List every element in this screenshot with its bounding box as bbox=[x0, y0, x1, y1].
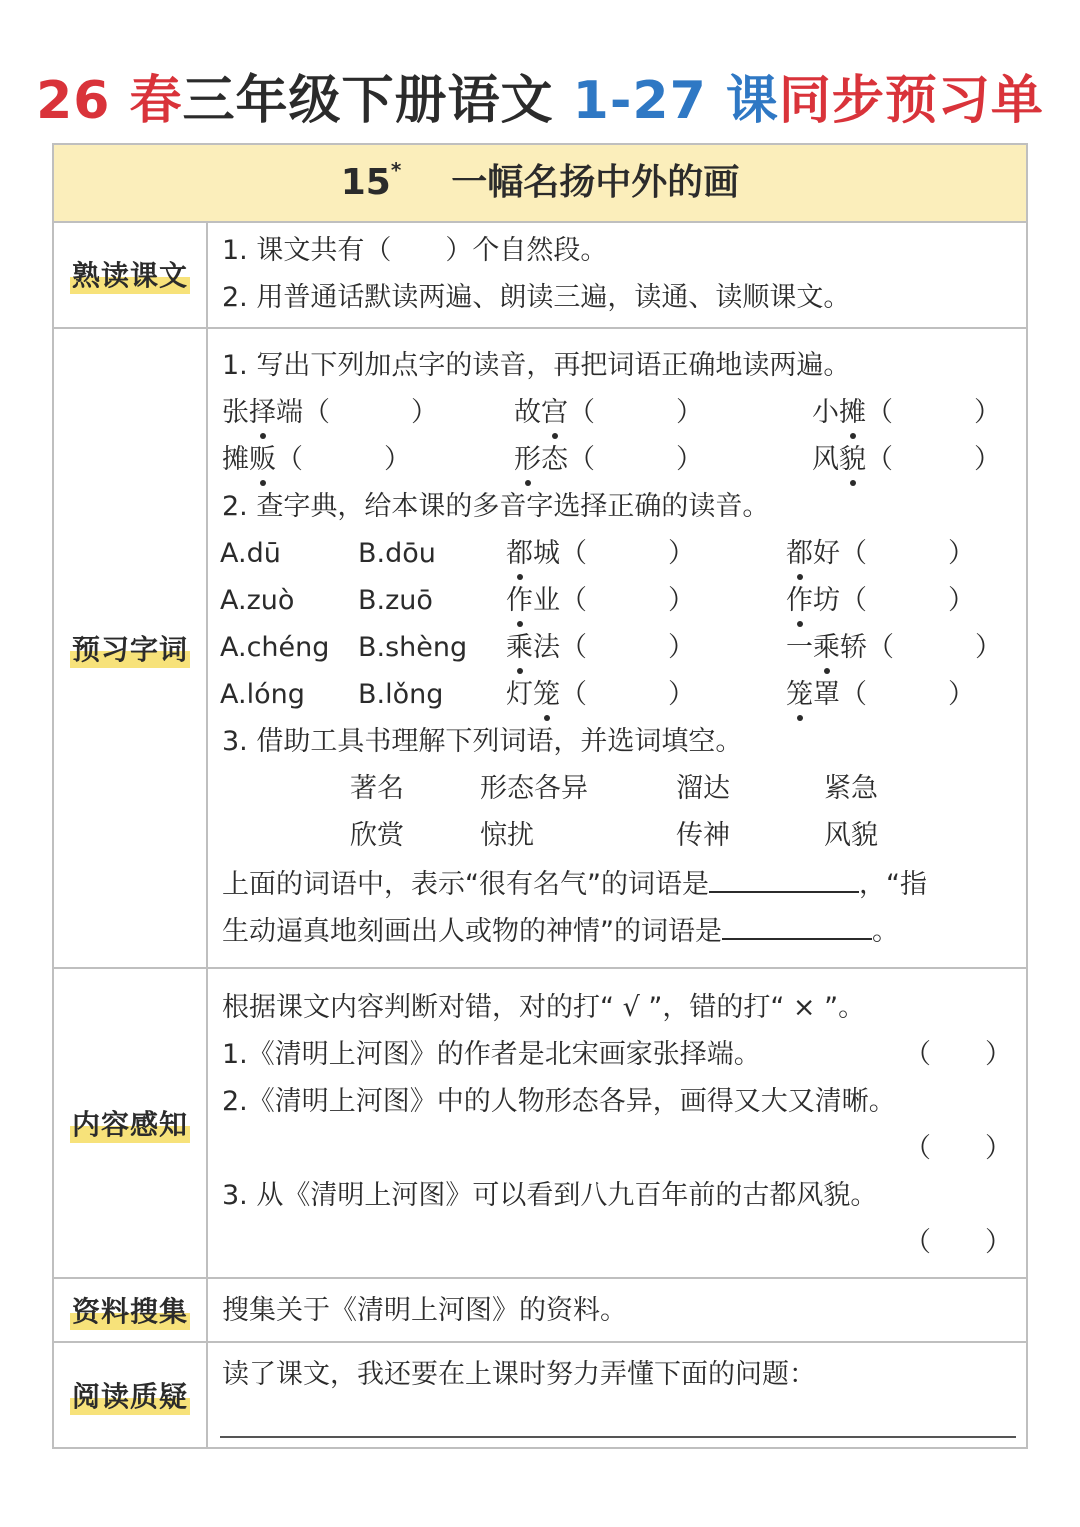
pinyin-item: 形态（ ） bbox=[514, 440, 703, 480]
judge-item-1: 1.《清明上河图》的作者是北宋画家张择端。 bbox=[222, 1039, 761, 1070]
pinyin-item: 摊贩（ ） bbox=[222, 440, 411, 480]
fill-blank[interactable] bbox=[722, 910, 872, 940]
option-b: B.shèng bbox=[358, 632, 468, 663]
lesson-name: 一幅名扬中外的画 bbox=[451, 162, 740, 203]
judge-answer-box[interactable]: （ ） bbox=[904, 1039, 1012, 1070]
poly-word: 都城（ ） bbox=[506, 534, 695, 574]
option-a: A.chéng bbox=[220, 632, 330, 663]
poly-word: 乘法（ ） bbox=[506, 628, 695, 668]
reading-line-2: 2. 用普通话默读两遍、朗读三遍，读通、读顺课文。 bbox=[222, 282, 851, 313]
words-question-1: 1. 写出下列加点字的读音，再把词语正确地读两遍。 bbox=[222, 350, 851, 381]
vocab-word: 紧急 bbox=[824, 773, 878, 804]
reading-line-1: 1. 课文共有（ ）个自然段。 bbox=[222, 235, 608, 266]
judge-intro: 根据课文内容判断对错，对的打“ √ ”，错的打“ × ”。 bbox=[222, 992, 866, 1023]
lesson-header bbox=[54, 145, 1026, 223]
pinyin-item: 小摊（ ） bbox=[812, 393, 1001, 433]
section-label: 资料搜集 bbox=[70, 1290, 190, 1330]
vocab-word: 欣赏 bbox=[350, 820, 404, 851]
poly-word: 一乘轿（ ） bbox=[786, 628, 1002, 668]
lesson-number: 15 bbox=[340, 162, 391, 203]
words-question-3: 3. 借助工具书理解下列词语，并选词填空。 bbox=[222, 726, 743, 757]
judge-answer-box[interactable]: （ ） bbox=[904, 1227, 1012, 1258]
judge-item-3: 3. 从《清明上河图》可以看到八九百年前的古都风貌。 bbox=[222, 1180, 878, 1211]
vocab-word: 惊扰 bbox=[480, 820, 534, 851]
vocab-word: 著名 bbox=[350, 773, 404, 804]
poly-word: 灯笼（ ） bbox=[506, 675, 695, 715]
words-question-2: 2. 查字典，给本课的多音字选择正确的读音。 bbox=[222, 491, 770, 522]
poly-word: 都好（ ） bbox=[786, 534, 975, 574]
collect-text: 搜集关于《清明上河图》的资料。 bbox=[222, 1295, 627, 1326]
question-prompt: 读了课文，我还要在上课时努力弄懂下面的问题： bbox=[222, 1359, 816, 1390]
option-a: A.zuò bbox=[220, 585, 295, 616]
vocab-word: 传神 bbox=[676, 820, 730, 851]
judge-answer-box[interactable]: （ ） bbox=[904, 1133, 1012, 1164]
section-label: 内容感知 bbox=[70, 1103, 190, 1143]
fill-sentence-2: 生动逼真地刻画出人或物的神情”的词语是 。 bbox=[222, 910, 899, 952]
page-title: 26 春三年级下册语文 1-27 课同步预习单 bbox=[36, 71, 1044, 131]
poly-word: 作业（ ） bbox=[506, 581, 695, 621]
judge-item-2: 2.《清明上河图》中的人物形态各异，画得又大又清晰。 bbox=[222, 1086, 896, 1117]
option-b: B.zuō bbox=[358, 585, 433, 616]
section-label: 预习字词 bbox=[70, 628, 190, 668]
vocab-word: 溜达 bbox=[676, 773, 730, 804]
vocab-word: 风貌 bbox=[824, 820, 878, 851]
section-reading bbox=[54, 221, 1026, 329]
fill-sentence-1: 上面的词语中，表示“很有名气”的词语是 ，“指 bbox=[222, 863, 927, 905]
fill-blank[interactable] bbox=[709, 863, 859, 893]
option-b: B.lǒng bbox=[358, 679, 444, 710]
section-words bbox=[54, 329, 1026, 969]
section-content bbox=[54, 969, 1026, 1279]
vocab-word: 形态各异 bbox=[480, 773, 588, 804]
worksheet-table bbox=[52, 143, 1028, 1449]
answer-line[interactable] bbox=[220, 1436, 1016, 1438]
pinyin-item: 风貌（ ） bbox=[812, 440, 1001, 480]
option-a: A.dū bbox=[220, 538, 281, 569]
option-b: B.dōu bbox=[358, 538, 436, 569]
poly-word: 笼罩（ ） bbox=[786, 675, 975, 715]
pinyin-item: 故宫（ ） bbox=[514, 393, 703, 433]
section-collect bbox=[54, 1279, 1026, 1343]
section-label: 熟读课文 bbox=[70, 254, 190, 294]
section-question bbox=[54, 1343, 1026, 1447]
section-label: 阅读质疑 bbox=[70, 1375, 190, 1415]
poly-word: 作坊（ ） bbox=[786, 581, 975, 621]
option-a: A.lóng bbox=[220, 679, 305, 710]
pinyin-item: 张择端（ ） bbox=[222, 393, 438, 433]
lesson-star: * bbox=[390, 158, 402, 182]
